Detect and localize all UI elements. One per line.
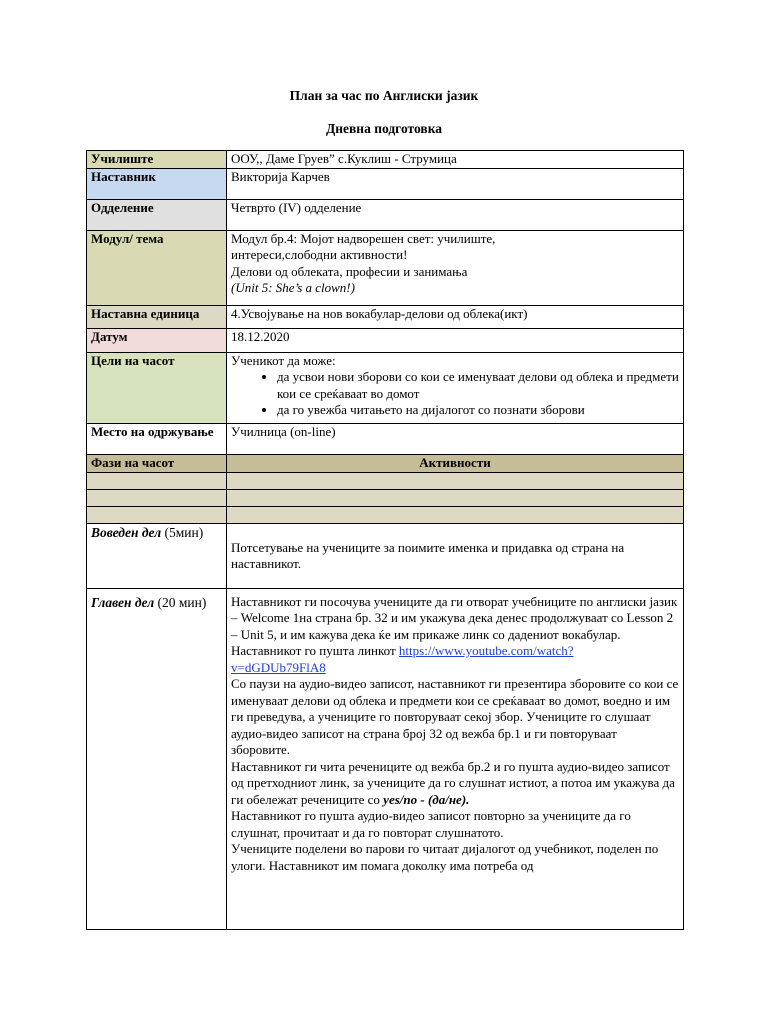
teacher-value: Викторија Карчев	[227, 168, 684, 199]
empty-row	[87, 506, 684, 523]
page-title: План за час по Англиски јазик	[289, 88, 479, 103]
intro-label-italic: Воведен дел	[91, 524, 162, 540]
row-module	[87, 230, 684, 305]
module-value	[227, 230, 684, 305]
main-label-duration: (20 мин)	[154, 594, 207, 610]
activities-label: Активности	[227, 454, 684, 472]
row-main	[87, 588, 684, 929]
main-paragraph-5: Наставникот го пушта аудио-видео записот повторно за учениците да го слушнат, прочитаат и да го повторат слушнатото.	[231, 808, 631, 840]
empty-cell	[227, 489, 684, 506]
page-subtitle: Дневна подготовка	[325, 121, 443, 136]
intro-label-duration: (5мин)	[161, 524, 204, 540]
main-label	[87, 588, 227, 929]
school-label: Училиште	[87, 151, 227, 169]
goals-intro: Ученикот да може:	[231, 352, 336, 368]
row-date	[87, 328, 684, 352]
module-line-3: Делови од облеката, професии и занимања	[231, 263, 468, 279]
module-label: Модул/ тема	[87, 230, 227, 305]
main-paragraph-1: Наставникот ги посочува учениците да ги отворат учебниците по англиски јазик – Welcome 1на страна бр. 32 и им укажува дека денес продолжуваат со Lesson 2 – Unit 5, и им кажува дека ќе им прикаже линк со дадениот вокабулар.	[231, 593, 678, 642]
row-place	[87, 423, 684, 454]
empty-row	[87, 472, 684, 489]
unit-label: Наставна единица	[87, 305, 227, 328]
place-value: Училница (on-line)	[227, 423, 684, 454]
row-school	[87, 151, 684, 169]
school-value: ООУ,, Даме Груев” с.Куклиш - Струмица	[227, 151, 684, 169]
youtube-link[interactable]: https://www.youtube.com/watch?	[398, 643, 574, 658]
empty-cell	[87, 506, 227, 523]
intro-label	[87, 523, 227, 588]
row-teacher	[87, 168, 684, 199]
empty-cell	[227, 506, 684, 523]
main-paragraph-6: Учениците поделени во парови го читаат дијалогот од учебникот, поделен по улоги. Наставникот им помага доколку има потреба од	[231, 841, 659, 873]
main-paragraph-4	[231, 759, 679, 809]
module-line-1: Модул бр.4: Мојот надворешен свет: училиште,	[231, 230, 496, 246]
empty-cell	[87, 489, 227, 506]
goals-list	[231, 369, 679, 419]
intro-text: Потсетување на учениците за поимите именка и придавка од страна на наставникот.	[227, 523, 684, 588]
module-line-4: (Unit 5: She’s a clown!)	[231, 280, 355, 295]
main-paragraph-3: Со паузи на аудио-видео записот, наставникот ги презентира зборовите со кои се именуваат делови од облека и предмети кои се среќаваат во домот, воедно и им ги преведува, а учениците го повторуваат секој збор. Учениците го слушаат аудио-видео записот на страна број 32 од вежба бр.1 и ги повторуваат зборовите.	[231, 676, 679, 757]
main-label-italic: Главен дел	[91, 594, 155, 610]
place-label: Место на одржување	[87, 423, 227, 454]
main-text	[227, 588, 684, 929]
main-paragraph-2-text: Наставникот го пушта линкот	[231, 643, 399, 658]
main-paragraph-2	[231, 643, 679, 676]
row-goals	[87, 352, 684, 423]
goals-value	[227, 352, 684, 423]
lesson-plan-table	[86, 150, 684, 930]
empty-cell	[227, 472, 684, 489]
date-value: 18.12.2020	[227, 328, 684, 352]
row-phases-header	[87, 454, 684, 472]
row-intro	[87, 523, 684, 588]
row-class	[87, 199, 684, 230]
goal-item: • да усвои нови зборови со кои се именуваат делови од облека и предмети кои се среќаваат во домот	[277, 369, 679, 402]
youtube-link-cont[interactable]: v=dGDUb79FlA8	[231, 659, 326, 675]
class-value: Четврто (IV) одделение	[227, 199, 684, 230]
main-paragraph-4-text: Наставникот ги чита речениците од вежба бр.2 и го пушта аудио-видео записот од претходниот линк, за учениците да го слушнат истиот, а потоа им укажува да ги обележат речениците со	[231, 758, 675, 807]
main-paragraph-4-bold: yes/no - (да/не).	[383, 791, 470, 807]
date-label: Датум	[87, 328, 227, 352]
goal-item: • да го увежба читањето на дијалогот со познати зборови	[277, 402, 679, 419]
phases-label: Фази на часот	[87, 454, 227, 472]
teacher-label: Наставник	[87, 168, 227, 199]
empty-row	[87, 489, 684, 506]
row-unit	[87, 305, 684, 328]
module-line-2: интереси,слободни активности!	[231, 247, 408, 262]
empty-cell	[87, 472, 227, 489]
unit-value: 4.Усвојување на нов вокабулар-делови од облека(икт)	[227, 305, 684, 328]
goals-label: Цели на часот	[87, 352, 227, 423]
class-label: Одделение	[87, 199, 227, 230]
